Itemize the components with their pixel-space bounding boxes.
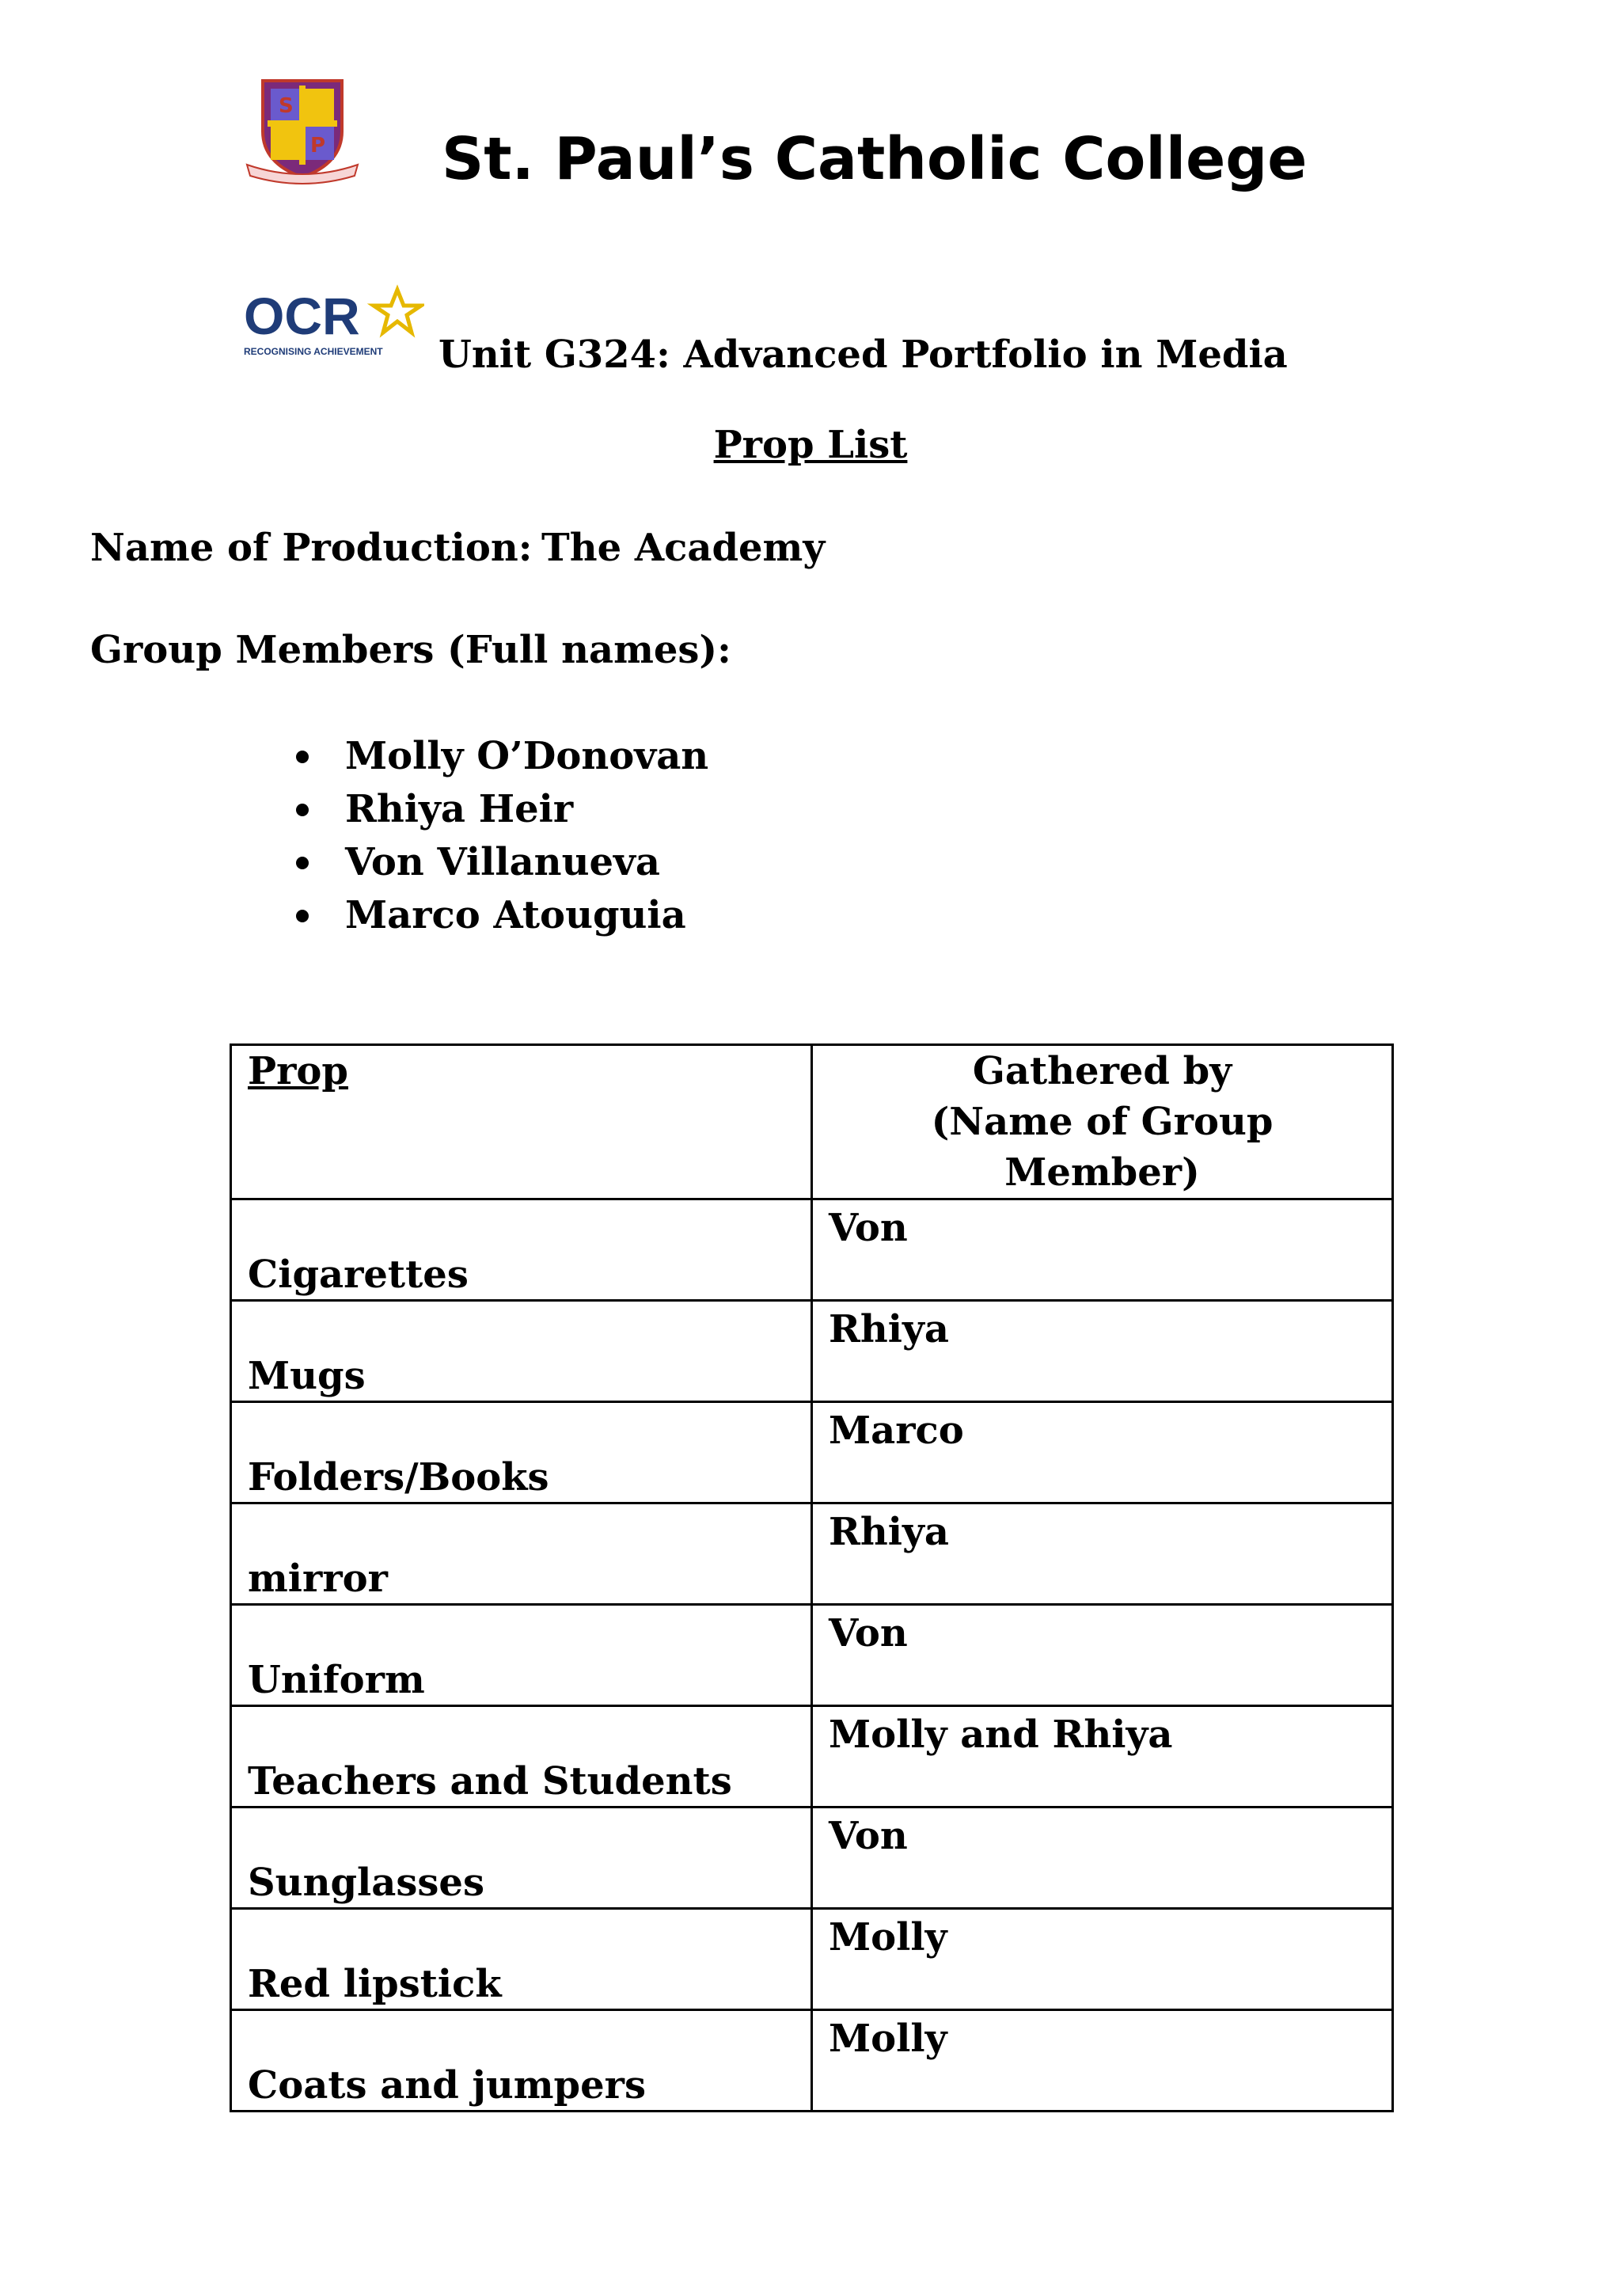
prop-table: [230, 1043, 1394, 2112]
gathered-by-cell: Molly: [812, 2010, 1393, 2112]
gathered-by-cell: Rhiya: [812, 1301, 1393, 1402]
table-row: [231, 1199, 1393, 1301]
gathered-by-cell: Molly: [812, 1909, 1393, 2010]
table-row: [231, 1402, 1393, 1503]
table-header-row: [231, 1045, 1393, 1199]
gathered-by-cell: Von: [812, 1808, 1393, 1909]
prop-cell: Mugs: [231, 1301, 812, 1402]
table-row: [231, 1503, 1393, 1605]
prop-cell: Cigarettes: [231, 1199, 812, 1301]
prop-cell: Sunglasses: [231, 1808, 812, 1909]
list-item: Molly O’Donovan: [293, 730, 708, 783]
group-members-label: Group Members (Full names):: [90, 628, 731, 672]
production-value: The Academy: [541, 526, 826, 570]
prop-cell: mirror: [231, 1503, 812, 1605]
table-row: [231, 2010, 1393, 2112]
column-header-line: Gathered by: [972, 1049, 1232, 1093]
document-heading: Prop List: [713, 423, 908, 467]
ocr-logo-icon: [242, 279, 424, 366]
gathered-by-cell: Marco: [812, 1402, 1393, 1503]
production-label: Name of Production:: [90, 526, 533, 570]
school-crest-icon: [244, 76, 361, 185]
svg-text:S: S: [279, 94, 294, 118]
prop-cell: Folders/Books: [231, 1402, 812, 1503]
table-row: [231, 1706, 1393, 1808]
ocr-logo-text: OCR: [244, 287, 360, 345]
unit-title: Unit G324: Advanced Portfolio in Media: [438, 333, 1288, 377]
prop-cell: Red lipstick: [231, 1909, 812, 2010]
table-row: [231, 1301, 1393, 1402]
table-row: [231, 1605, 1393, 1706]
ocr-logo-tagline: RECOGNISING ACHIEVEMENT: [244, 346, 383, 357]
list-item: Marco Atouguia: [293, 889, 708, 942]
column-header-prop: Prop: [231, 1045, 812, 1199]
list-item: Von Villanueva: [293, 836, 708, 889]
gathered-by-cell: Molly and Rhiya: [812, 1706, 1393, 1808]
gathered-by-cell: Von: [812, 1605, 1393, 1706]
prop-cell: Uniform: [231, 1605, 812, 1706]
column-header-gathered-by: [812, 1045, 1393, 1199]
table-row: [231, 1808, 1393, 1909]
gathered-by-cell: Von: [812, 1199, 1393, 1301]
prop-cell: Coats and jumpers: [231, 2010, 812, 2112]
list-item: Rhiya Heir: [293, 783, 708, 836]
prop-cell: Teachers and Students: [231, 1706, 812, 1808]
column-header-line: (Name of Group Member): [931, 1100, 1274, 1195]
table-row: [231, 1909, 1393, 2010]
gathered-by-cell: Rhiya: [812, 1503, 1393, 1605]
group-members-list: [293, 730, 708, 942]
school-name: St. Paul’s Catholic College: [442, 125, 1308, 193]
svg-text:P: P: [310, 134, 326, 158]
